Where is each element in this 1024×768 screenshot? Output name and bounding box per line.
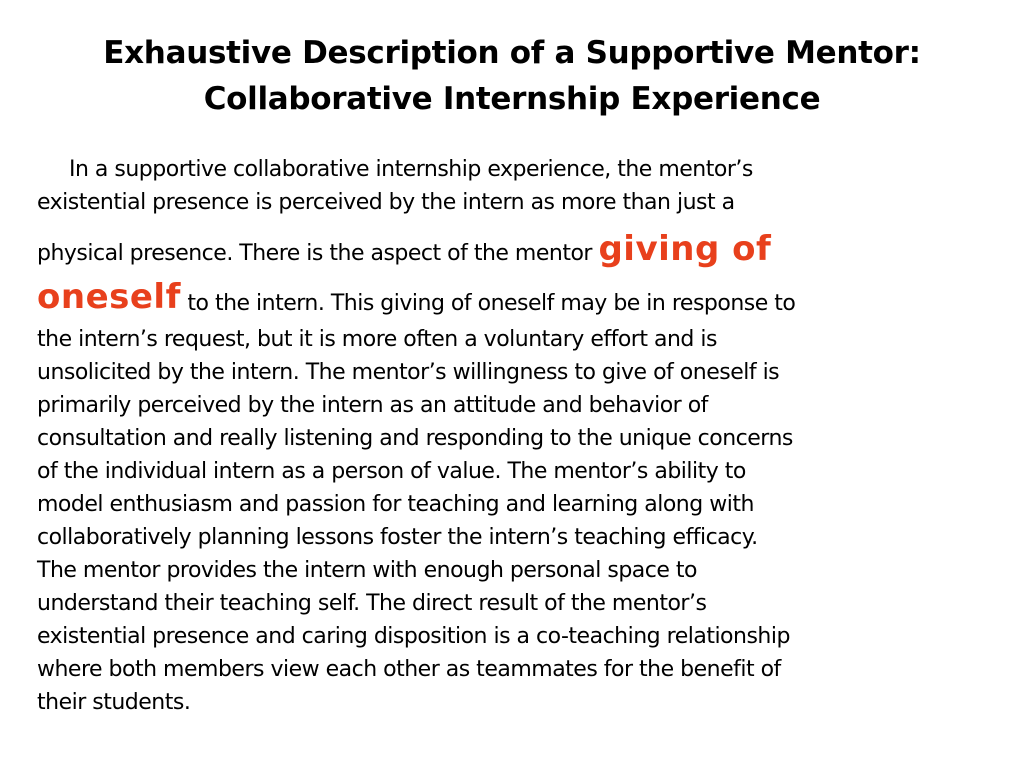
body-line: the intern’s request, but it is more often a voluntary effort and is [37,327,717,352]
body-line: primarily perceived by the intern as an attitude and behavior of [37,393,708,418]
body-line: collaboratively planning lessons foster the intern’s teaching efficacy. [37,525,758,550]
title-line-1: Exhaustive Description of a Supportive Mentor: [103,35,921,71]
body-line: of the individual intern as a person of value. The mentor’s ability to [37,459,746,484]
body-line: The mentor provides the intern with enough personal space to [37,558,697,583]
body-line: where both members view each other as teammates for the benefit of [37,657,781,682]
title-line-2: Collaborative Internship Experience [203,81,821,117]
body-line: In a supportive collaborative internship experience, the mentor’s [69,157,753,182]
body-line [37,275,997,323]
body-line: existential presence and caring disposition is a co-teaching relationship [37,624,790,649]
emphasis-oneself: oneself [37,277,181,317]
body-line: unsolicited by the intern. The mentor’s willingness to give of oneself is [37,360,780,385]
slide-title [20,30,1004,122]
body-text-segment: physical presence. There is the aspect of the mentor [37,241,599,266]
body-text-segment: to the intern. This giving of oneself may be in response to [180,291,796,316]
body-paragraph [37,153,997,719]
body-line: consultation and really listening and responding to the unique concerns [37,426,793,451]
body-line: model enthusiasm and passion for teaching and learning along with [37,492,754,517]
emphasis-giving-of: giving of [598,229,772,269]
body-line: their students. [37,690,191,715]
body-line: understand their teaching self. The direct result of the mentor’s [37,591,707,616]
body-line: existential presence is perceived by the intern as more than just a [37,190,735,215]
body-line [37,223,997,275]
